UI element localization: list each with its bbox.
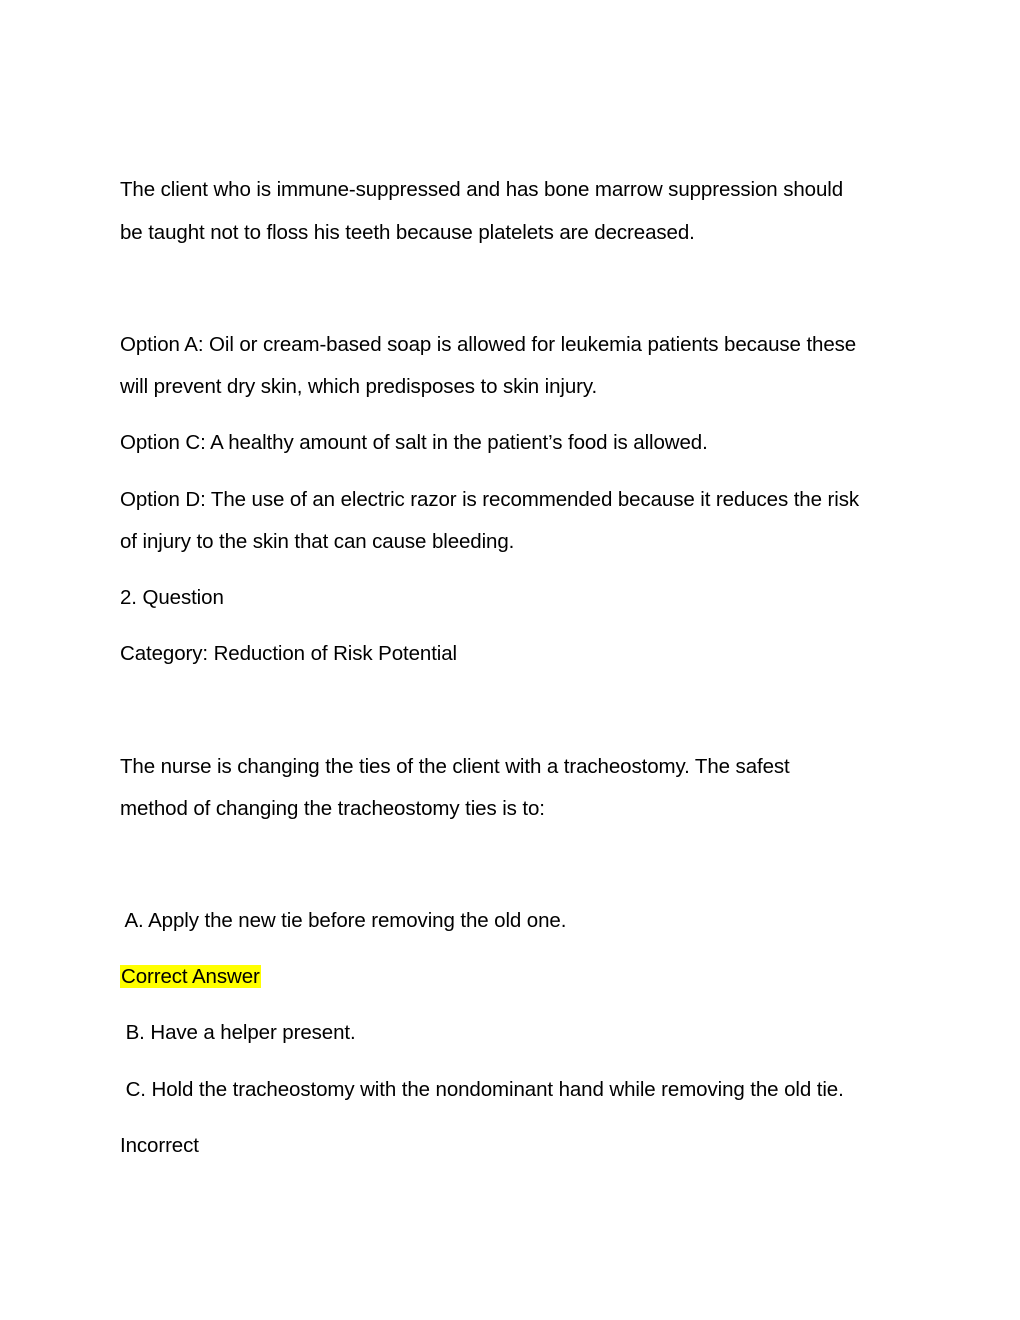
question-number: 2. Question — [120, 586, 224, 609]
answer-c-text: C. Hold the tracheostomy with the nondominant hand while removing the old tie. — [120, 1078, 844, 1101]
answer-b-text: B. Have a helper present. — [120, 1021, 356, 1044]
option-d-line-2: of injury to the skin that can cause bleeding. — [120, 530, 515, 553]
option-c-text: Option C: A healthy amount of salt in the patient’s food is allowed. — [120, 431, 708, 454]
option-a-line-2: will prevent dry skin, which predisposes to skin injury. — [120, 375, 598, 398]
correct-answer-label-container — [120, 963, 261, 991]
question-category: Category: Reduction of Risk Potential — [120, 642, 458, 665]
option-a-line-1: Option A: Oil or cream-based soap is allowed for leukemia patients because these — [120, 333, 857, 356]
question-text-line-2: method of changing the tracheostomy ties is to: — [120, 797, 545, 820]
intro-paragraph-line-1: The client who is immune-suppressed and has bone marrow suppression should — [120, 178, 844, 201]
incorrect-label: Incorrect — [120, 1134, 199, 1157]
option-d-line-1: Option D: The use of an electric razor is recommended because it reduces the risk — [120, 488, 859, 511]
answer-a-text: A. Apply the new tie before removing the old one. — [120, 909, 567, 932]
intro-paragraph-line-2: be taught not to floss his teeth because platelets are decreased. — [120, 221, 695, 244]
question-text-line-1: The nurse is changing the ties of the client with a tracheostomy. The safest — [120, 755, 790, 778]
correct-answer-highlight: Correct Answer — [121, 965, 260, 988]
